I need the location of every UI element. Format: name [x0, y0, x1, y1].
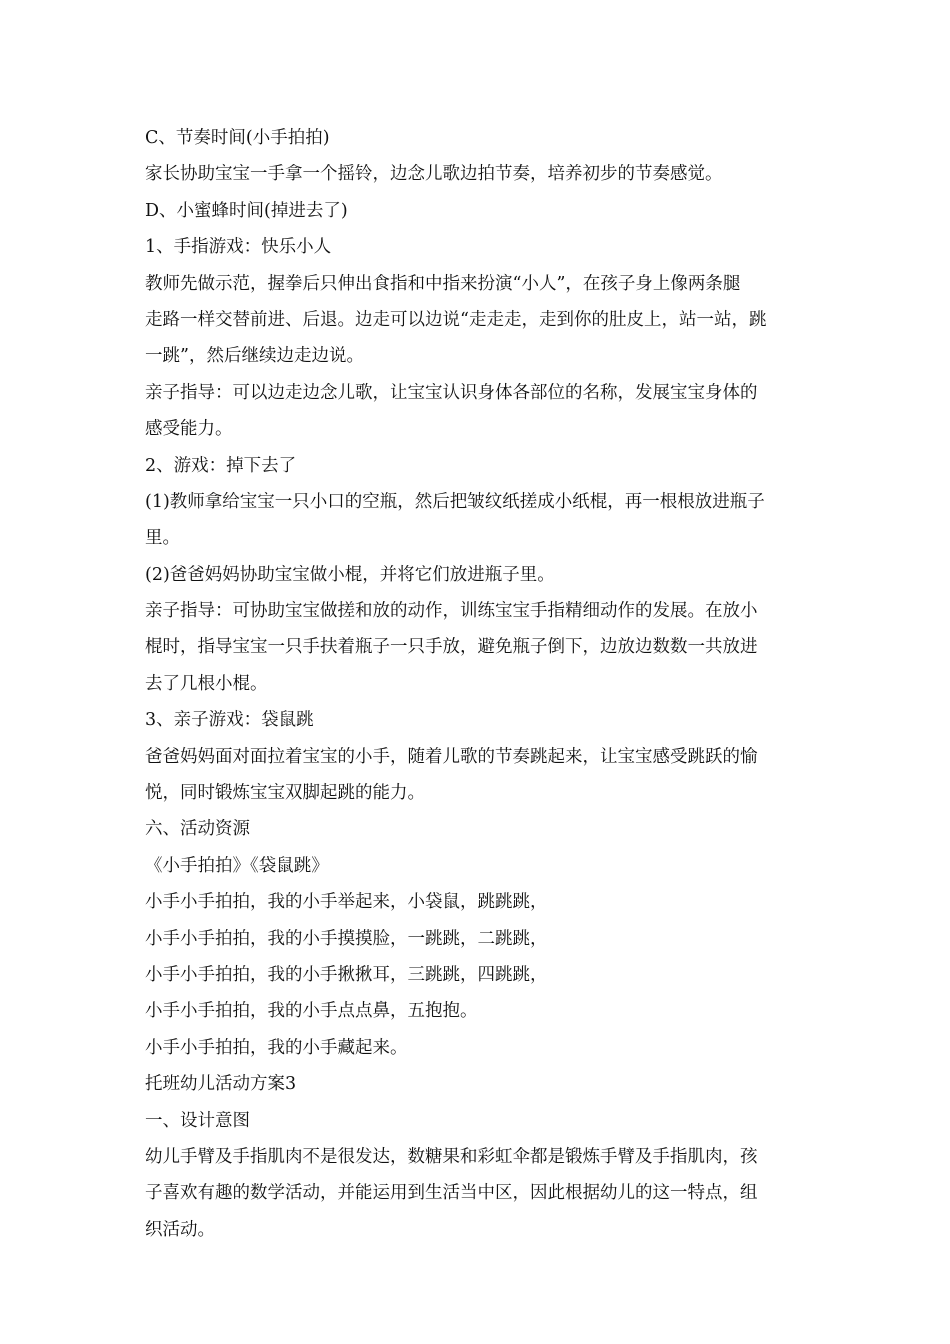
- paragraph-line: 悦，同时锻炼宝宝双脚起跳的能力。: [145, 783, 425, 804]
- paragraph-line: 亲子指导：可协助宝宝做搓和放的动作，训练宝宝手指精细动作的发展。在放小: [145, 601, 758, 622]
- song-titles: 《小手拍拍》《袋鼠跳》: [145, 855, 329, 876]
- paragraph-line: 一跳”，然后继续边走边说。: [145, 346, 364, 367]
- paragraph-line: (1)教师拿给宝宝一只小口的空瓶，然后把皱纹纸搓成小纸棍，再一根根放进瓶子: [145, 491, 765, 512]
- heading-fall-game: 2、游戏：掉下去了: [145, 455, 297, 476]
- paragraph-line: 幼儿手臂及手指肌肉不是很发达，数糖果和彩虹伞都是锻炼手臂及手指肌肉，孩: [145, 1146, 758, 1167]
- paragraph-line: 亲子指导：可以边走边念儿歌，让宝宝认识身体各部位的名称，发展宝宝身体的: [145, 382, 758, 403]
- heading-design-intent: 一、设计意图: [145, 1110, 250, 1131]
- song-line: 小手小手拍拍，我的小手摸摸脸，一跳跳，二跳跳，: [145, 928, 548, 949]
- heading-plan-3: 托班幼儿活动方案3: [145, 1074, 297, 1095]
- paragraph-line: 走路一样交替前进、后退。边走可以边说“走走走，走到你的肚皮上，站一站，跳: [145, 309, 767, 330]
- heading-bee-time: D、小蜜蜂时间(掉进去了): [145, 200, 348, 221]
- song-line: 小手小手拍拍，我的小手揪揪耳，三跳跳，四跳跳，: [145, 964, 548, 985]
- song-line: 小手小手拍拍，我的小手藏起来。: [145, 1037, 408, 1058]
- paragraph-line: 棍时，指导宝宝一只手扶着瓶子一只手放，避免瓶子倒下，边放边数数一共放进: [145, 637, 758, 658]
- song-line: 小手小手拍拍，我的小手点点鼻，五抱抱。: [145, 1001, 478, 1022]
- paragraph-line: 爸爸妈妈面对面拉着宝宝的小手，随着儿歌的节奏跳起来，让宝宝感受跳跃的愉: [145, 746, 758, 767]
- paragraph-line: 子喜欢有趣的数学活动，并能运用到生活当中区，因此根据幼儿的这一特点，组: [145, 1183, 758, 1204]
- heading-rhythm-time: C、节奏时间(小手拍拍): [145, 128, 330, 148]
- document-body: [145, 120, 810, 1248]
- paragraph-line: 去了几根小棍。: [145, 673, 268, 694]
- heading-finger-game: 1、手指游戏：快乐小人: [145, 237, 332, 258]
- paragraph-line: 里。: [145, 528, 180, 549]
- paragraph-line: 感受能力。: [145, 419, 233, 440]
- song-line: 小手小手拍拍，我的小手举起来，小袋鼠，跳跳跳，: [145, 892, 548, 913]
- heading-resources: 六、活动资源: [145, 819, 250, 840]
- heading-kangaroo-game: 3、亲子游戏：袋鼠跳: [145, 710, 314, 731]
- paragraph-line: 家长协助宝宝一手拿一个摇铃，边念儿歌边拍节奏，培养初步的节奏感觉。: [145, 164, 723, 185]
- paragraph-line: (2)爸爸妈妈协助宝宝做小棍，并将它们放进瓶子里。: [145, 564, 555, 585]
- paragraph-line: 织活动。: [145, 1219, 215, 1240]
- paragraph-line: 教师先做示范，握拳后只伸出食指和中指来扮演“小人”，在孩子身上像两条腿: [145, 273, 741, 294]
